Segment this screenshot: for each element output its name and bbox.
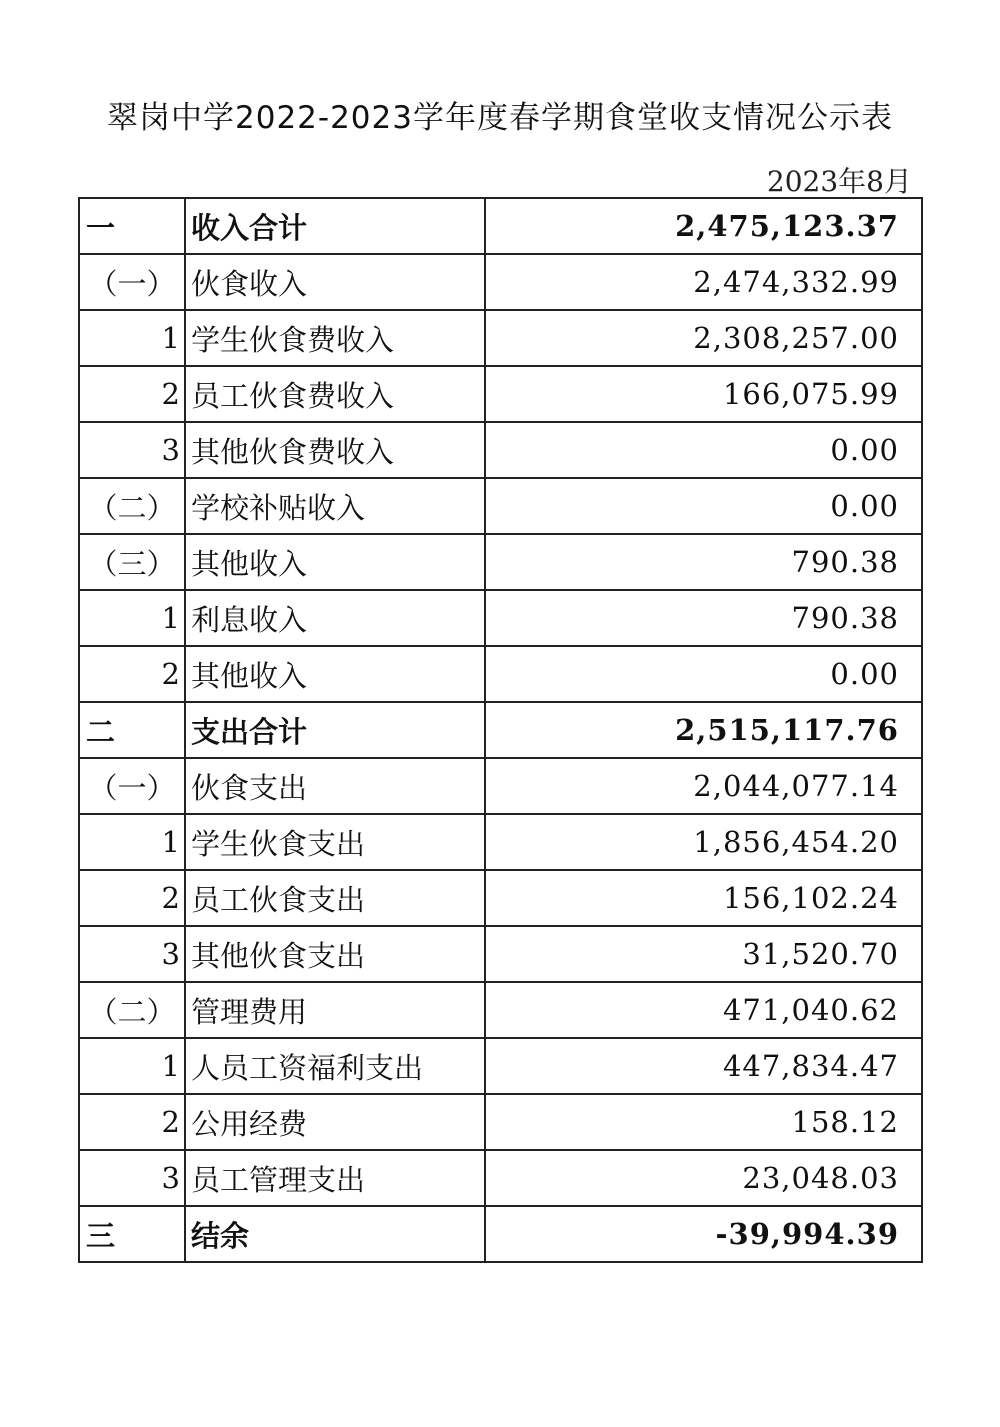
row-amount: 2,044,077.14 <box>485 758 922 814</box>
table-row <box>79 1206 922 1262</box>
row-number: （一） <box>79 254 185 310</box>
row-amount: 0.00 <box>485 478 922 534</box>
row-number: 二 <box>79 702 185 758</box>
row-amount: 2,474,332.99 <box>485 254 922 310</box>
row-amount: 1,856,454.20 <box>485 814 922 870</box>
row-number: 1 <box>79 590 185 646</box>
row-item: 利息收入 <box>185 590 485 646</box>
row-amount: 158.12 <box>485 1094 922 1150</box>
row-number: 2 <box>79 646 185 702</box>
row-amount: 23,048.03 <box>485 1150 922 1206</box>
table-row <box>79 1038 922 1094</box>
table-row <box>79 702 922 758</box>
row-amount: -39,994.39 <box>485 1206 922 1262</box>
row-item: 伙食支出 <box>185 758 485 814</box>
row-number: 2 <box>79 870 185 926</box>
row-item: 学校补贴收入 <box>185 478 485 534</box>
row-number: 2 <box>79 366 185 422</box>
income-expense-table <box>78 197 923 1263</box>
row-number: 3 <box>79 1150 185 1206</box>
row-item: 支出合计 <box>185 702 485 758</box>
row-amount: 156,102.24 <box>485 870 922 926</box>
row-amount: 447,834.47 <box>485 1038 922 1094</box>
row-number: 3 <box>79 926 185 982</box>
row-item: 学生伙食费收入 <box>185 310 485 366</box>
row-amount: 2,515,117.76 <box>485 702 922 758</box>
table-row <box>79 254 922 310</box>
row-number: 3 <box>79 422 185 478</box>
row-number: 三 <box>79 1206 185 1262</box>
row-number: 2 <box>79 1094 185 1150</box>
table-row <box>79 366 922 422</box>
table-row <box>79 982 922 1038</box>
row-item: 管理费用 <box>185 982 485 1038</box>
table-row <box>79 198 922 254</box>
table-row <box>79 1150 922 1206</box>
table-row <box>79 870 922 926</box>
table-row <box>79 646 922 702</box>
row-item: 学生伙食支出 <box>185 814 485 870</box>
row-number: 1 <box>79 814 185 870</box>
row-number: （二） <box>79 982 185 1038</box>
table-row <box>79 1094 922 1150</box>
row-amount: 166,075.99 <box>485 366 922 422</box>
table-row <box>79 814 922 870</box>
row-number: （一） <box>79 758 185 814</box>
table-body <box>79 198 922 1262</box>
row-number: 一 <box>79 198 185 254</box>
row-item: 员工伙食费收入 <box>185 366 485 422</box>
row-item: 收入合计 <box>185 198 485 254</box>
row-item: 公用经费 <box>185 1094 485 1150</box>
row-amount: 0.00 <box>485 646 922 702</box>
row-amount: 790.38 <box>485 590 922 646</box>
row-item: 其他伙食支出 <box>185 926 485 982</box>
table-row <box>79 422 922 478</box>
row-number: （二） <box>79 478 185 534</box>
row-item: 伙食收入 <box>185 254 485 310</box>
row-item: 其他伙食费收入 <box>185 422 485 478</box>
row-item: 员工管理支出 <box>185 1150 485 1206</box>
row-amount: 0.00 <box>485 422 922 478</box>
row-amount: 2,475,123.37 <box>485 198 922 254</box>
row-item: 员工伙食支出 <box>185 870 485 926</box>
row-amount: 790.38 <box>485 534 922 590</box>
row-item: 其他收入 <box>185 534 485 590</box>
row-number: （三） <box>79 534 185 590</box>
page-title: 翠岗中学2022-2023学年度春学期食堂收支情况公示表 <box>107 100 893 136</box>
row-number: 1 <box>79 1038 185 1094</box>
row-item: 其他收入 <box>185 646 485 702</box>
table-row <box>79 590 922 646</box>
row-amount: 31,520.70 <box>485 926 922 982</box>
row-amount: 2,308,257.00 <box>485 310 922 366</box>
table-row <box>79 926 922 982</box>
table-row <box>79 478 922 534</box>
row-item: 人员工资福利支出 <box>185 1038 485 1094</box>
row-number: 1 <box>79 310 185 366</box>
table-row <box>79 534 922 590</box>
table-row <box>79 758 922 814</box>
row-item: 结余 <box>185 1206 485 1262</box>
report-date: 2023年8月 <box>766 165 912 198</box>
table-row <box>79 310 922 366</box>
row-amount: 471,040.62 <box>485 982 922 1038</box>
